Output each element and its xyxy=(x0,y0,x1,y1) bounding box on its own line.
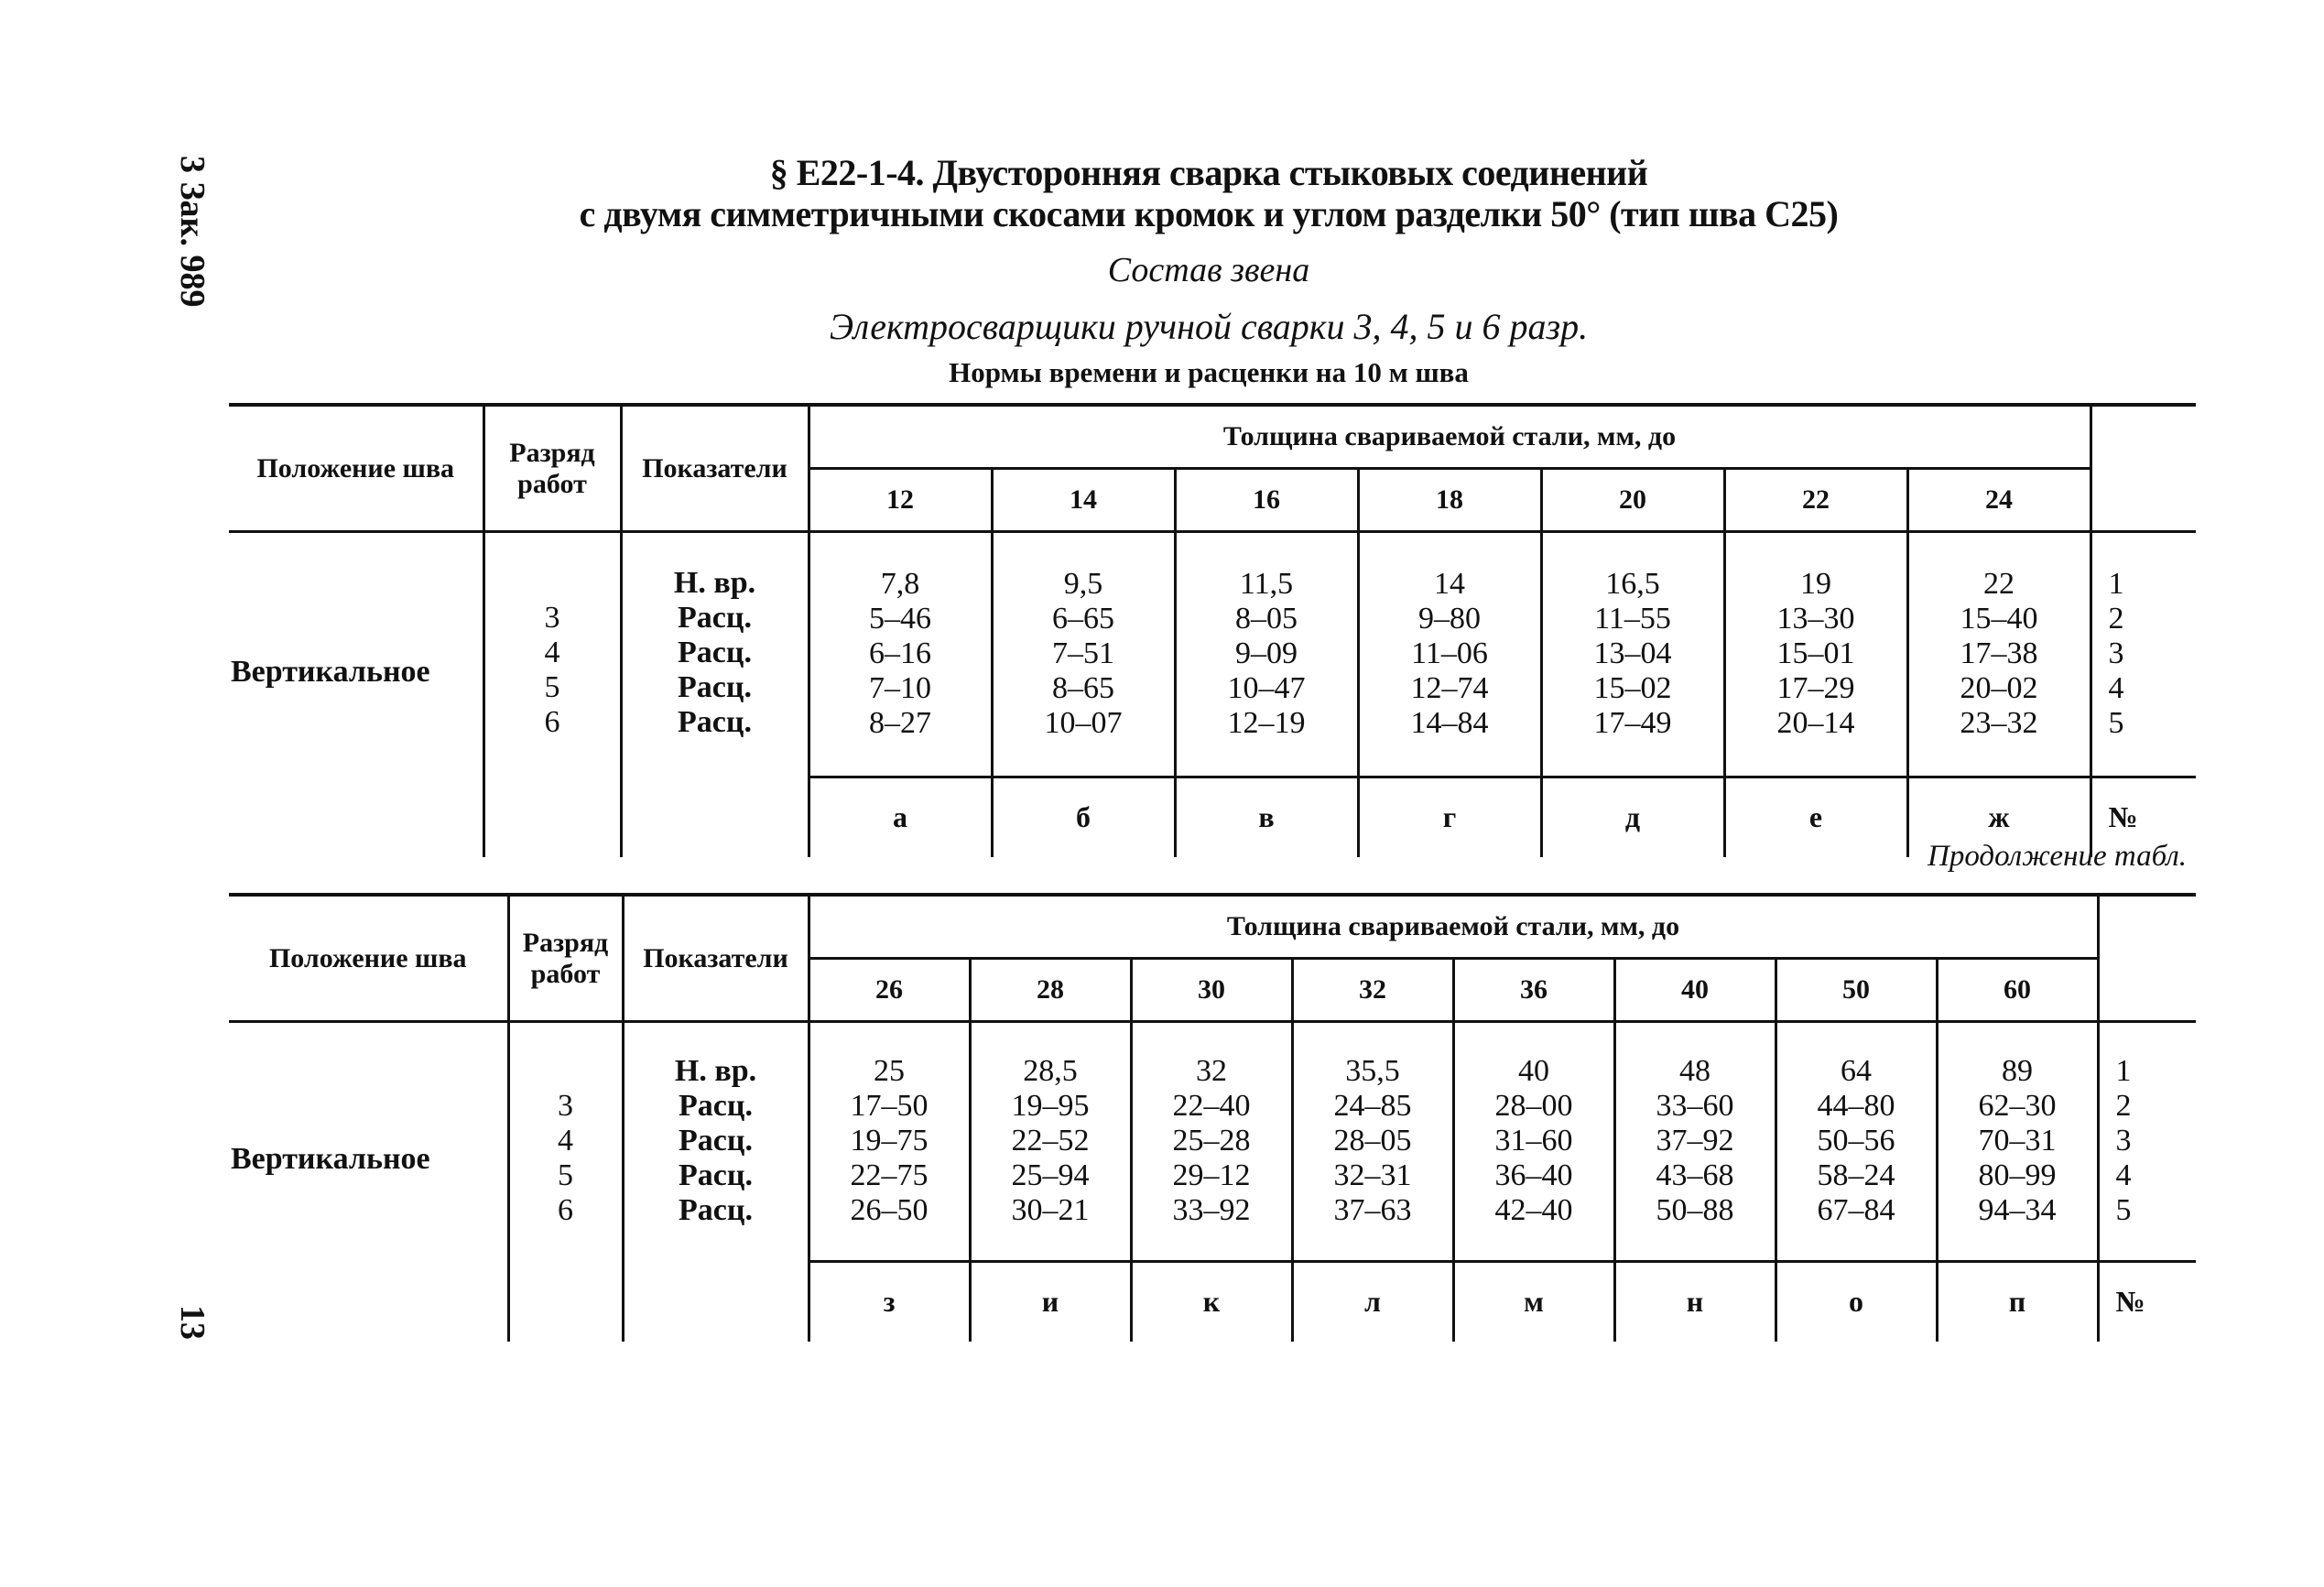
thickness-20-header: 20 xyxy=(1541,469,1724,532)
rate-value: 15–02 xyxy=(1593,671,1672,706)
table-continuation-note: Продолжение табл. xyxy=(1928,840,2187,873)
rate-value: 28,5 xyxy=(1023,1054,1078,1089)
thickness-header: Толщина свариваемой стали, мм, до xyxy=(809,895,2098,959)
rate-value: 33–92 xyxy=(1172,1193,1251,1228)
rate-value: 11,5 xyxy=(1239,567,1294,602)
column-header-indicators: Показатели xyxy=(621,405,809,532)
row-numbers xyxy=(2098,1022,2196,1262)
value-column xyxy=(1541,532,1724,777)
grade-value: 6 xyxy=(544,705,560,739)
column-letter: д xyxy=(1541,777,1724,857)
row-number-header xyxy=(2098,895,2196,1022)
grade-value: 3 xyxy=(558,1089,573,1123)
rate-value: 7,8 xyxy=(880,567,920,602)
rate-value: 22 xyxy=(1983,567,2014,602)
value-column xyxy=(1724,532,1907,777)
thickness-22-header: 22 xyxy=(1724,469,1907,532)
rate-value: 31–60 xyxy=(1494,1124,1573,1158)
indicator-label: Расц. xyxy=(678,670,752,704)
section-subtitle: с двумя симметричными скосами кромок и углом разделки 50° (тип шва С25) xyxy=(579,193,1839,234)
rate-value: 43–68 xyxy=(1656,1158,1734,1193)
rate-value: 58–24 xyxy=(1817,1158,1895,1193)
rate-value: 10–47 xyxy=(1227,671,1306,706)
grade-column xyxy=(483,532,621,777)
rate-value: 29–12 xyxy=(1172,1158,1251,1193)
rate-value: 13–04 xyxy=(1593,636,1672,671)
value-column xyxy=(992,532,1175,777)
rate-value: 22–75 xyxy=(850,1158,929,1193)
rate-value: 11–06 xyxy=(1411,636,1488,671)
indicator-label: Расц. xyxy=(679,1193,753,1227)
indicator-label: Расц. xyxy=(679,1089,753,1123)
row-number: 2 xyxy=(2108,602,2124,636)
weld-position: Вертикальное xyxy=(231,655,430,689)
weld-position: Вертикальное xyxy=(231,1142,430,1176)
rate-value: 17–38 xyxy=(1960,636,2038,671)
grade-value: 4 xyxy=(558,1124,573,1158)
column-letter: п xyxy=(1937,1261,2098,1342)
column-letter: о xyxy=(1776,1261,1937,1342)
rate-value: 28–00 xyxy=(1494,1089,1573,1124)
value-column xyxy=(970,1022,1131,1262)
row-number-header xyxy=(2091,405,2196,532)
grade-value: 5 xyxy=(544,670,560,704)
norms-table-1 xyxy=(229,403,2196,857)
indicator-label: Расц. xyxy=(678,601,752,635)
indicator-label: Расц. xyxy=(679,1124,753,1158)
indicator-label: Расц. xyxy=(678,636,752,669)
indicator-label: Расц. xyxy=(678,705,752,739)
row-number: 4 xyxy=(2115,1158,2132,1193)
rate-value: 26–50 xyxy=(850,1193,929,1228)
row-number: 5 xyxy=(2115,1193,2132,1228)
column-letter: з xyxy=(809,1261,970,1342)
section-title: § Е22-1-4. Двусторонняя сварка стыковых соединений xyxy=(769,152,1648,193)
grade-value: 6 xyxy=(558,1193,573,1227)
rate-value: 37–92 xyxy=(1656,1124,1734,1158)
rate-value: 50–88 xyxy=(1656,1193,1734,1228)
column-letter: е xyxy=(1724,777,1907,857)
rate-value: 14–84 xyxy=(1410,706,1489,741)
rate-value: 32–31 xyxy=(1333,1158,1412,1193)
rate-value: 20–14 xyxy=(1776,706,1855,741)
column-header-grade: Разряд работ xyxy=(483,405,621,532)
rate-value: 94–34 xyxy=(1978,1193,2057,1228)
value-column xyxy=(1776,1022,1937,1262)
column-header-position: Положение шва xyxy=(229,895,508,1022)
column-letter: к xyxy=(1131,1261,1292,1342)
crew-title: Состав звена xyxy=(1107,251,1310,289)
value-column xyxy=(809,1022,970,1262)
column-letter: м xyxy=(1453,1261,1614,1342)
thickness-12-header: 12 xyxy=(809,469,992,532)
rate-value: 11–55 xyxy=(1594,602,1671,636)
column-header-grade: Разряд работ xyxy=(508,895,623,1022)
rate-value: 35,5 xyxy=(1345,1054,1400,1089)
rate-value: 12–74 xyxy=(1410,671,1489,706)
rate-value: 5–46 xyxy=(869,602,931,636)
rate-value: 6–16 xyxy=(869,636,931,671)
rate-value: 48 xyxy=(1679,1054,1710,1089)
thickness-36-header: 36 xyxy=(1453,959,1614,1022)
rate-value: 24–85 xyxy=(1333,1089,1412,1124)
value-column xyxy=(1614,1022,1776,1262)
rate-value: 80–99 xyxy=(1978,1158,2057,1193)
value-column xyxy=(1453,1022,1614,1262)
value-column xyxy=(1937,1022,2098,1262)
column-letter: н xyxy=(1614,1261,1776,1342)
row-number: 2 xyxy=(2115,1089,2132,1124)
row-number: 1 xyxy=(2115,1054,2132,1089)
thickness-32-header: 32 xyxy=(1292,959,1453,1022)
row-number: 3 xyxy=(2108,636,2124,671)
indicator-label: Н. вр. xyxy=(674,1054,757,1088)
indicator-column xyxy=(623,1022,809,1262)
rate-value: 44–80 xyxy=(1817,1089,1895,1124)
column-header-indicators: Показатели xyxy=(623,895,809,1022)
column-letter: б xyxy=(992,777,1175,857)
row-number: 3 xyxy=(2115,1124,2132,1158)
rate-value: 25–94 xyxy=(1011,1158,1090,1193)
grade-column xyxy=(508,1022,623,1262)
indicator-label: Н. вр. xyxy=(673,566,756,600)
norms-title: Нормы времени и расценки на 10 м шва xyxy=(949,356,1469,388)
rate-value: 9–80 xyxy=(1418,602,1481,636)
order-number: 3 Зак. 989 xyxy=(173,156,212,308)
thickness-14-header: 14 xyxy=(992,469,1175,532)
rate-value: 19–75 xyxy=(850,1124,929,1158)
column-letter: ж xyxy=(1907,777,2091,857)
rate-value: 30–21 xyxy=(1011,1193,1090,1228)
value-column xyxy=(1358,532,1541,777)
rate-value: 62–30 xyxy=(1978,1089,2057,1124)
rate-value: 8–65 xyxy=(1052,671,1114,706)
column-letter: в xyxy=(1175,777,1358,857)
grade-value: 5 xyxy=(558,1158,573,1192)
thickness-header: Толщина свариваемой стали, мм, до xyxy=(809,405,2091,469)
rate-value: 70–31 xyxy=(1978,1124,2057,1158)
rate-value: 9–09 xyxy=(1235,636,1298,671)
value-column xyxy=(1131,1022,1292,1262)
norms-table-2 xyxy=(229,893,2196,1342)
rate-value: 22–52 xyxy=(1011,1124,1090,1158)
column-letter: л xyxy=(1292,1261,1453,1342)
column-header-position: Положение шва xyxy=(229,405,483,532)
rate-value: 6–65 xyxy=(1052,602,1114,636)
grade-value xyxy=(510,1054,622,1089)
value-column xyxy=(809,532,992,777)
thickness-18-header: 18 xyxy=(1358,469,1541,532)
num-label: № xyxy=(2091,777,2196,857)
value-column xyxy=(1907,532,2091,777)
rate-value: 16,5 xyxy=(1605,567,1660,602)
rate-value: 17–49 xyxy=(1593,706,1672,741)
rate-value: 64 xyxy=(1841,1054,1872,1089)
rate-value: 36–40 xyxy=(1494,1158,1573,1193)
rate-value: 12–19 xyxy=(1227,706,1306,741)
rate-value: 15–40 xyxy=(1960,602,2038,636)
rate-value: 22–40 xyxy=(1172,1089,1251,1124)
rate-value: 19 xyxy=(1800,567,1831,602)
rate-value: 14 xyxy=(1434,567,1465,602)
rate-value: 33–60 xyxy=(1656,1089,1734,1124)
thickness-26-header: 26 xyxy=(809,959,970,1022)
rate-value: 42–40 xyxy=(1494,1193,1573,1228)
rate-value: 37–63 xyxy=(1333,1193,1412,1228)
rate-value: 23–32 xyxy=(1960,706,2038,741)
grade-value xyxy=(485,566,620,601)
rate-value: 17–50 xyxy=(850,1089,929,1124)
row-numbers xyxy=(2091,532,2196,777)
rate-value: 20–02 xyxy=(1960,671,2038,706)
thickness-40-header: 40 xyxy=(1614,959,1776,1022)
rate-value: 10–07 xyxy=(1044,706,1123,741)
thickness-24-header: 24 xyxy=(1907,469,2091,532)
thickness-60-header: 60 xyxy=(1937,959,2098,1022)
value-column xyxy=(1175,532,1358,777)
indicator-label: Расц. xyxy=(679,1158,753,1192)
thickness-50-header: 50 xyxy=(1776,959,1937,1022)
rate-value: 13–30 xyxy=(1776,602,1855,636)
crew-composition: Электросварщики ручной сварки 3, 4, 5 и 6 разр. xyxy=(829,306,1589,347)
rate-value: 9,5 xyxy=(1063,567,1103,602)
rate-value: 40 xyxy=(1518,1054,1549,1089)
row-number: 4 xyxy=(2108,671,2124,706)
rate-value: 19–95 xyxy=(1011,1089,1090,1124)
rate-value: 8–27 xyxy=(869,706,931,741)
rate-value: 7–10 xyxy=(869,671,931,706)
rate-value: 17–29 xyxy=(1776,671,1855,706)
row-number: 5 xyxy=(2108,706,2124,741)
rate-value: 7–51 xyxy=(1052,636,1114,671)
column-letter: г xyxy=(1358,777,1541,857)
grade-value: 3 xyxy=(544,601,560,635)
rate-value: 32 xyxy=(1196,1054,1227,1089)
thickness-28-header: 28 xyxy=(970,959,1131,1022)
rate-value: 25 xyxy=(874,1054,905,1089)
row-number: 1 xyxy=(2108,567,2124,602)
column-letter: а xyxy=(809,777,992,857)
rate-value: 67–84 xyxy=(1817,1193,1895,1228)
rate-value: 25–28 xyxy=(1172,1124,1251,1158)
column-letter: и xyxy=(970,1261,1131,1342)
indicator-column xyxy=(621,532,809,777)
rate-value: 15–01 xyxy=(1776,636,1855,671)
rate-value: 89 xyxy=(2002,1054,2033,1089)
num-label: № xyxy=(2098,1261,2196,1342)
page-number: 13 xyxy=(173,1305,212,1340)
rate-value: 28–05 xyxy=(1333,1124,1412,1158)
rate-value: 8–05 xyxy=(1235,602,1298,636)
rate-value: 50–56 xyxy=(1817,1124,1895,1158)
thickness-16-header: 16 xyxy=(1175,469,1358,532)
value-column xyxy=(1292,1022,1453,1262)
grade-value: 4 xyxy=(544,636,560,669)
thickness-30-header: 30 xyxy=(1131,959,1292,1022)
